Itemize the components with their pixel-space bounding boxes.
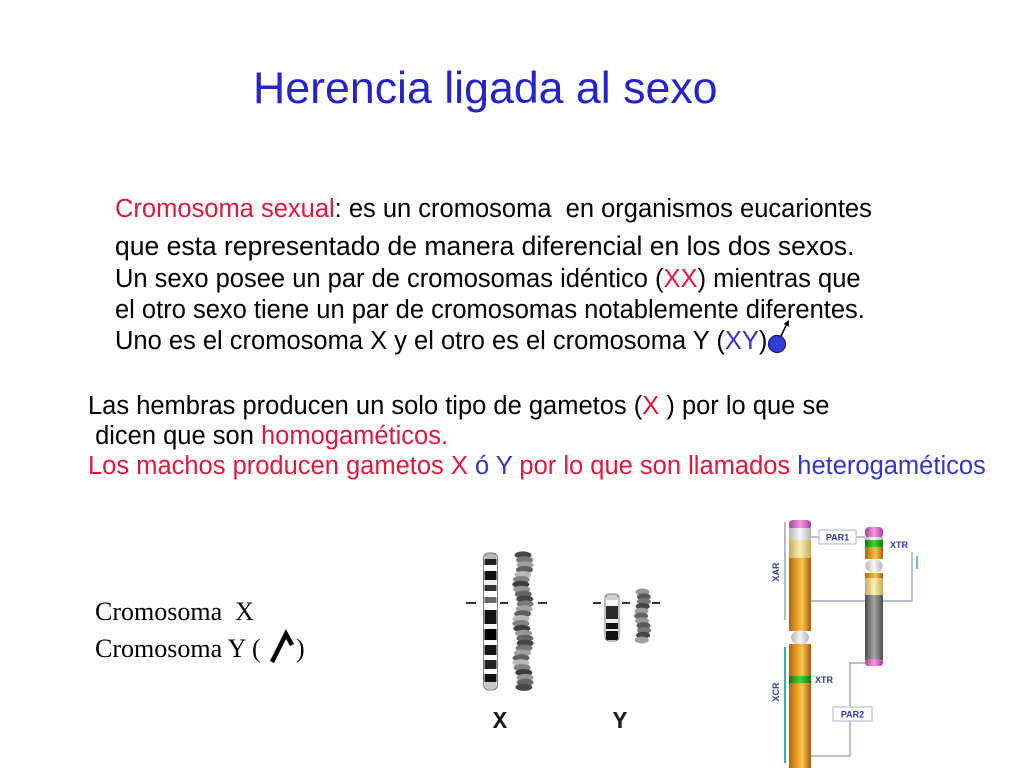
chromosome-texture bbox=[515, 684, 532, 691]
definition-text: que esta representado de manera diferencial en los dos sexos. bbox=[115, 230, 855, 261]
gametes-line-3 bbox=[88, 452, 986, 481]
definition-line-5 bbox=[115, 327, 767, 356]
chromosome-band bbox=[606, 606, 618, 619]
xx-highlight: XX bbox=[663, 264, 698, 293]
definition-text: Un sexo posee un par de cromosomas idéntico ( bbox=[115, 264, 664, 293]
x-chromosome-micrograph bbox=[512, 551, 533, 691]
gametes-line-1 bbox=[88, 392, 829, 421]
y-par2-segment bbox=[865, 659, 883, 666]
chromosome-band bbox=[485, 660, 497, 669]
chromosome-band bbox=[485, 610, 497, 624]
gametes-text: ) por lo que se bbox=[659, 391, 830, 420]
y-chromosome-ideogram bbox=[605, 594, 619, 641]
y-arm-upper bbox=[865, 547, 883, 559]
definition-text: : es un cromosoma en organismos eucariontes bbox=[334, 194, 872, 223]
par1-label: PAR1 bbox=[825, 532, 850, 543]
chromosome-band bbox=[485, 682, 497, 689]
definition-text: ) bbox=[758, 326, 768, 355]
chromosome-texture bbox=[635, 637, 649, 644]
xar-label: XAR bbox=[771, 562, 781, 582]
male-symbol-circle bbox=[769, 336, 786, 353]
chromosome-band bbox=[485, 603, 497, 610]
y-chromosome-micrograph bbox=[634, 589, 651, 644]
legend-x-chromosome: Cromosoma X bbox=[95, 597, 254, 627]
y-xtr-band bbox=[865, 540, 883, 547]
gametes-line-2 bbox=[88, 422, 448, 451]
male-symbol-icon bbox=[762, 316, 794, 356]
gametes-text: Los machos producen gametos X bbox=[88, 451, 468, 480]
xtr-connector bbox=[811, 552, 912, 601]
definition-line-4 bbox=[115, 296, 865, 325]
chromosome-band bbox=[606, 629, 618, 631]
definition-text: ) mientras que bbox=[697, 264, 861, 293]
xy-highlight: XY bbox=[724, 326, 759, 355]
chromosome-band bbox=[485, 585, 497, 591]
definition-text: el otro sexo tiene un par de cromosomas notablemente diferentes. bbox=[115, 295, 865, 324]
y-chromosome-diagram bbox=[865, 527, 883, 666]
chromosome-band bbox=[606, 631, 618, 640]
legend-y-chromosome: Cromosoma Y ( bbox=[95, 634, 261, 664]
x-chromosome-ideogram bbox=[484, 553, 498, 690]
x-xtr-band bbox=[789, 676, 811, 683]
y-heterochromatin bbox=[865, 595, 883, 660]
chromosome-band bbox=[606, 600, 618, 606]
male-symbol-icon bbox=[263, 628, 297, 666]
male-symbol-stroke bbox=[272, 634, 292, 662]
y-centromere bbox=[866, 559, 883, 573]
definition-line-3 bbox=[115, 265, 861, 294]
chromosome-band bbox=[485, 645, 497, 655]
definition-text: Uno es el cromosoma X y el otro es el cromosoma Y ( bbox=[115, 326, 725, 355]
chromosome-band bbox=[485, 591, 497, 597]
chromosome-band bbox=[485, 640, 497, 645]
xcr-label: XCR bbox=[771, 682, 781, 702]
chromosome-band bbox=[485, 669, 497, 674]
definition-line-2 bbox=[115, 231, 855, 261]
chromosome-band bbox=[485, 629, 497, 640]
y-light-segment bbox=[865, 537, 883, 540]
chromosome-band bbox=[485, 571, 497, 580]
legend-y-close-paren: ) bbox=[296, 634, 305, 664]
par2-label: PAR2 bbox=[840, 709, 865, 720]
karyotype-y-label: Y bbox=[612, 709, 628, 736]
chromosome-band bbox=[485, 565, 497, 571]
x-chromosome-diagram bbox=[789, 520, 811, 768]
heterogametic-term: heterogaméticos bbox=[797, 451, 986, 480]
y-arm-mid bbox=[865, 573, 883, 578]
x-light-segment bbox=[789, 528, 811, 540]
xtr-upper-label: XTR bbox=[890, 540, 908, 550]
chromosome-band bbox=[606, 594, 618, 600]
chromosome-band bbox=[485, 559, 497, 565]
x-arm-distal bbox=[789, 683, 811, 768]
y-gamete-highlight: ó Y bbox=[467, 451, 513, 480]
chromosome-band bbox=[606, 623, 618, 629]
definition-term: Cromosoma sexual bbox=[115, 194, 335, 223]
karyotype-chromosomes bbox=[466, 551, 660, 691]
gametes-text: dicen que son bbox=[88, 421, 261, 450]
gametes-text: por lo que son llamados bbox=[512, 451, 798, 480]
sex-chromosome-diagram bbox=[771, 520, 917, 768]
karyotype-x-label: X bbox=[492, 709, 508, 736]
chromosome-band bbox=[485, 674, 497, 682]
gametes-text: Las hembras producen un solo tipo de gametos ( bbox=[88, 391, 643, 420]
chromosome-band bbox=[485, 655, 497, 660]
y-yellow-segment bbox=[865, 578, 883, 595]
homogametic-term: homogaméticos. bbox=[260, 421, 449, 450]
x-arm-upper bbox=[789, 558, 811, 631]
x-centromere bbox=[791, 631, 809, 645]
x-yellow-segment bbox=[789, 540, 811, 558]
male-symbol-arrow-shaft bbox=[781, 325, 786, 336]
definition-line-1 bbox=[115, 195, 872, 224]
slide-title: Herencia ligada al sexo bbox=[253, 63, 718, 113]
chromosome-band bbox=[485, 624, 497, 629]
chromosome-band bbox=[606, 619, 618, 623]
y-par1-segment bbox=[865, 527, 883, 538]
x-gamete-highlight: X bbox=[642, 391, 660, 420]
x-arm-lower bbox=[789, 644, 811, 676]
chromosome-band bbox=[485, 580, 497, 585]
chromosome-band bbox=[485, 597, 497, 603]
xtr-lower-label: XTR bbox=[815, 675, 833, 685]
